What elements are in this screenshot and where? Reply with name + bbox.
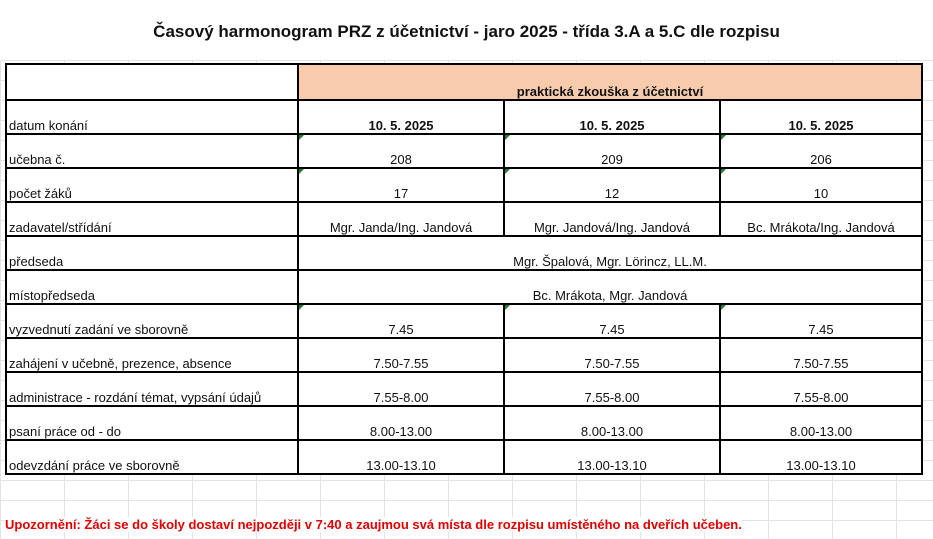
schedule-table — [5, 63, 923, 475]
page-title: Časový harmonogram PRZ z účetnictví - jaro 2025 - třída 3.A a 5.C dle rozpisu — [0, 20, 933, 44]
table-row — [6, 372, 922, 406]
table-row — [6, 100, 922, 134]
cell-zadavatel-3[interactable]: Bc. Mrákota/Ing. Jandová — [720, 202, 922, 236]
warning-note: Upozornění: Žáci se do školy dostaví nejpozději v 7:40 a zaujmou svá místa dle rozpisu umístěného na dveřích učeben. — [5, 517, 742, 532]
cell-psani-2[interactable]: 8.00-13.00 — [504, 406, 720, 440]
cell-datum-1[interactable]: 10. 5. 2025 — [298, 100, 504, 134]
exam-type-header[interactable]: praktická zkouška z účetnictví — [298, 64, 922, 100]
cell-ucebna-3[interactable]: 206 — [720, 134, 922, 168]
header-row — [6, 64, 922, 100]
row-label-ucebna[interactable]: učebna č. — [6, 134, 298, 168]
cell-zadavatel-1[interactable]: Mgr. Janda/Ing. Jandová — [298, 202, 504, 236]
row-label-vyzvednuti[interactable]: vyzvednutí zadání ve sborovně — [6, 304, 298, 338]
cell-administrace-3[interactable]: 7.55-8.00 — [720, 372, 922, 406]
cell-zahajeni-2[interactable]: 7.50-7.55 — [504, 338, 720, 372]
cell-pocet-2[interactable]: 12 — [504, 168, 720, 202]
cell-datum-3[interactable]: 10. 5. 2025 — [720, 100, 922, 134]
cell-odevzdani-1[interactable]: 13.00-13.10 — [298, 440, 504, 474]
cell-ucebna-2[interactable]: 209 — [504, 134, 720, 168]
cell-zahajeni-3[interactable]: 7.50-7.55 — [720, 338, 922, 372]
cell-ucebna-1[interactable]: 208 — [298, 134, 504, 168]
cell-pocet-1[interactable]: 17 — [298, 168, 504, 202]
row-label-odevzdani[interactable]: odevzdání práce ve sborovně — [6, 440, 298, 474]
cell-psani-3[interactable]: 8.00-13.00 — [720, 406, 922, 440]
cell-administrace-2[interactable]: 7.55-8.00 — [504, 372, 720, 406]
cell-administrace-1[interactable]: 7.55-8.00 — [298, 372, 504, 406]
cell-psani-1[interactable]: 8.00-13.00 — [298, 406, 504, 440]
cell-mistopredseda[interactable]: Bc. Mrákota, Mgr. Jandová — [298, 270, 922, 304]
cell-vyzvednuti-3[interactable]: 7.45 — [720, 304, 922, 338]
cell-vyzvednuti-1[interactable]: 7.45 — [298, 304, 504, 338]
table-row — [6, 338, 922, 372]
table-row — [6, 202, 922, 236]
row-label-administrace[interactable]: administrace - rozdání témat, vypsání údajů — [6, 372, 298, 406]
row-label-predseda[interactable]: předseda — [6, 236, 298, 270]
row-label-pocet[interactable]: počet žáků — [6, 168, 298, 202]
table-row — [6, 406, 922, 440]
header-corner-cell[interactable] — [6, 64, 298, 100]
cell-pocet-3[interactable]: 10 — [720, 168, 922, 202]
cell-odevzdani-3[interactable]: 13.00-13.10 — [720, 440, 922, 474]
table-row — [6, 304, 922, 338]
cell-predseda[interactable]: Mgr. Špalová, Mgr. Lörincz, LL.M. — [298, 236, 922, 270]
cell-datum-2[interactable]: 10. 5. 2025 — [504, 100, 720, 134]
table-row — [6, 440, 922, 474]
cell-zadavatel-2[interactable]: Mgr. Jandová/Ing. Jandová — [504, 202, 720, 236]
row-label-psani[interactable]: psaní práce od - do — [6, 406, 298, 440]
row-label-zadavatel[interactable]: zadavatel/střídání — [6, 202, 298, 236]
row-label-datum[interactable]: datum konání — [6, 100, 298, 134]
cell-vyzvednuti-2[interactable]: 7.45 — [504, 304, 720, 338]
row-label-mistopredseda[interactable]: místopředseda — [6, 270, 298, 304]
table-row — [6, 168, 922, 202]
row-label-zahajeni[interactable]: zahájení v učebně, prezence, absence — [6, 338, 298, 372]
table-row — [6, 236, 922, 270]
table-row — [6, 270, 922, 304]
table-row — [6, 134, 922, 168]
cell-odevzdani-2[interactable]: 13.00-13.10 — [504, 440, 720, 474]
cell-zahajeni-1[interactable]: 7.50-7.55 — [298, 338, 504, 372]
